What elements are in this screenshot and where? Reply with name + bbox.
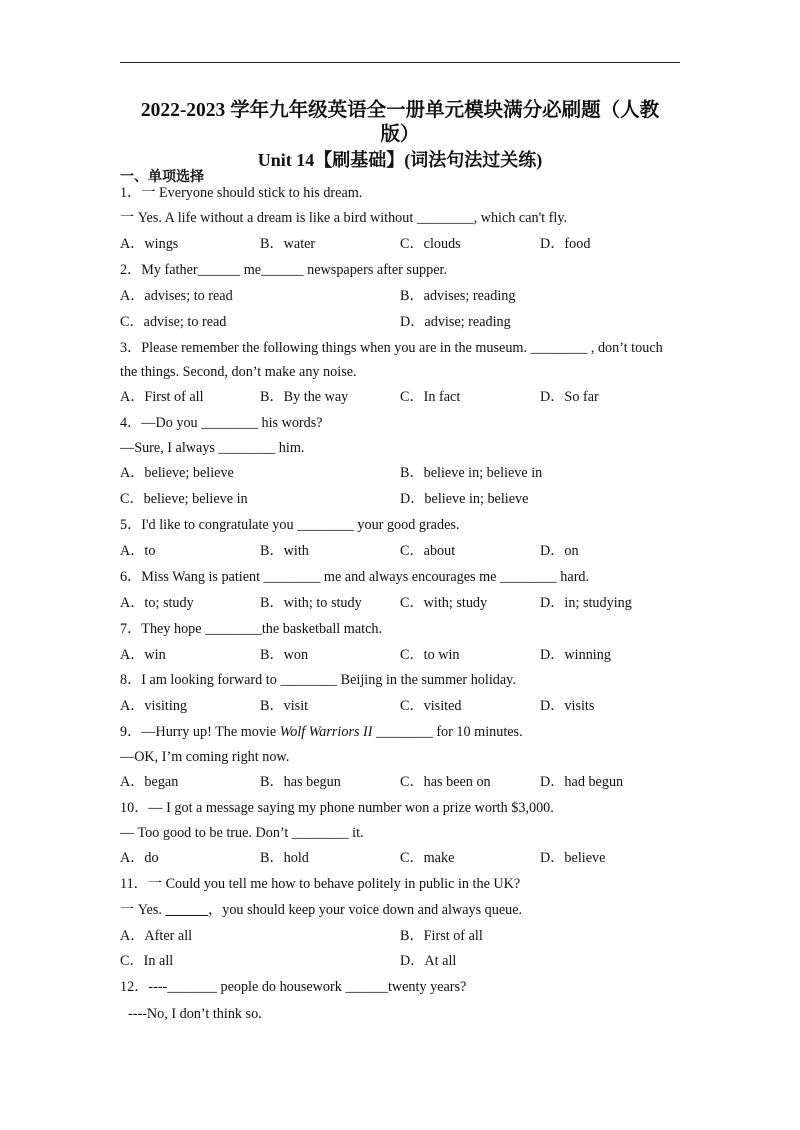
q6-option-a[interactable]: A．to; study <box>120 595 194 611</box>
q7-option-b[interactable]: B．won <box>260 647 309 663</box>
question-12-stem: 12．----_______ people do housework ______twenty years? <box>120 979 467 995</box>
q11-option-d[interactable]: D．At all <box>400 953 457 969</box>
q6-option-b[interactable]: B．with; to study <box>260 595 362 611</box>
q9-option-b[interactable]: B．has begun <box>260 774 341 790</box>
q8-option-a[interactable]: A．visiting <box>120 698 188 714</box>
q2-option-c[interactable]: C．advise; to read <box>120 314 227 330</box>
q1-option-a[interactable]: A．wings <box>120 236 179 252</box>
question-10-stem: 10．— I got a message saying my phone number won a prize worth $3,000. <box>120 800 554 816</box>
q7-option-c[interactable]: C．to win <box>400 647 460 663</box>
q4-option-d[interactable]: D．believe in; believe <box>400 491 529 507</box>
question-12-stem-2: ----No, I don’t think so. <box>128 1006 262 1022</box>
section-heading: 一、单项选择 <box>120 169 204 185</box>
q4-option-c[interactable]: C．believe; believe in <box>120 491 248 507</box>
q11-stem-part2: ，you should keep your voice down and always queue. <box>208 902 523 918</box>
q6-option-d[interactable]: D．in; studying <box>540 595 632 611</box>
question-11-stem: 11．一 Could you tell me how to behave politely in public in the UK? <box>120 876 521 892</box>
q1-option-c[interactable]: C．clouds <box>400 236 461 252</box>
q9-option-a[interactable]: A．began <box>120 774 179 790</box>
q2-option-d[interactable]: D．advise; reading <box>400 314 511 330</box>
q2-option-a[interactable]: A．advises; to read <box>120 288 233 304</box>
question-10-stem-2: — Too good to be true. Don’t ________ it. <box>120 825 364 841</box>
q5-option-a[interactable]: A．to <box>120 543 156 559</box>
q10-option-c[interactable]: C．make <box>400 850 455 866</box>
question-1-stem: 1．一 Everyone should stick to his dream. <box>120 185 363 201</box>
q2-option-b[interactable]: B．advises; reading <box>400 288 516 304</box>
question-4-stem-2: —Sure, I always ________ him. <box>120 440 305 456</box>
q8-option-c[interactable]: C．visited <box>400 698 462 714</box>
q5-option-b[interactable]: B．with <box>260 543 309 559</box>
q11-option-b[interactable]: B．First of all <box>400 928 483 944</box>
question-1-stem-2: 一 Yes. A life without a dream is like a bird without ________, which can't fly. <box>120 210 568 226</box>
q7-option-d[interactable]: D．winning <box>540 647 611 663</box>
page-title-line2: 版） <box>380 124 420 145</box>
q9-movie-title: Wolf Warriors II <box>279 724 373 740</box>
q9-option-c[interactable]: C．has been on <box>400 774 491 790</box>
q7-option-a[interactable]: A．win <box>120 647 166 663</box>
top-rule <box>120 62 680 63</box>
q4-option-a[interactable]: A．believe; believe <box>120 465 234 481</box>
question-11-stem-2 <box>120 901 522 919</box>
q9-stem-part2: ________ for 10 minutes. <box>376 724 523 740</box>
question-6-stem: 6．Miss Wang is patient ________ me and always encourages me ________ hard. <box>120 569 590 585</box>
question-3-stem: 3．Please remember the following things when you are in the museum. ________ , don’t touch the things. Second, don’t make any noise. <box>120 340 663 380</box>
q6-option-c[interactable]: C．with; study <box>400 595 488 611</box>
q5-option-d[interactable]: D．on <box>540 543 579 559</box>
question-2-stem: 2．My father______ me______ newspapers after supper. <box>120 262 448 278</box>
question-9-stem <box>120 723 523 741</box>
q11-option-a[interactable]: A．After all <box>120 928 193 944</box>
question-9-stem-2: —OK, I’m coming right now. <box>120 749 290 765</box>
page-title-line1: 2022-2023 学年九年级英语全一册单元模块满分必刷题（人教 <box>140 100 660 121</box>
q10-option-a[interactable]: A．do <box>120 850 159 866</box>
question-7-stem: 7．They hope ________the basketball match. <box>120 621 383 637</box>
q9-option-d[interactable]: D．had begun <box>540 774 624 790</box>
q10-option-d[interactable]: D．believe <box>540 850 606 866</box>
q1-option-b[interactable]: B．water <box>260 236 316 252</box>
q3-option-b[interactable]: B．By the way <box>260 389 349 405</box>
q11-stem-part1: 一 Yes. <box>120 902 162 918</box>
question-4-stem: 4．—Do you ________ his words? <box>120 415 323 431</box>
question-8-stem: 8．I am looking forward to ________ Beijing in the summer holiday. <box>120 672 516 688</box>
page-subtitle: Unit 14【刷基础】(词法句法过关练) <box>257 150 543 170</box>
q1-option-d[interactable]: D．food <box>540 236 591 252</box>
q3-option-c[interactable]: C．In fact <box>400 389 461 405</box>
q5-option-c[interactable]: C．about <box>400 543 456 559</box>
q10-option-b[interactable]: B．hold <box>260 850 309 866</box>
q4-option-b[interactable]: B．believe in; believe in <box>400 465 543 481</box>
q8-option-b[interactable]: B．visit <box>260 698 309 714</box>
question-5-stem: 5．I'd like to congratulate you ________ your good grades. <box>120 517 460 533</box>
q8-option-d[interactable]: D．visits <box>540 698 595 714</box>
q3-option-a[interactable]: A．First of all <box>120 389 204 405</box>
q9-stem-part1: 9．—Hurry up! The movie <box>120 724 277 740</box>
q11-blank: ______ <box>165 902 209 918</box>
q3-option-d[interactable]: D．So far <box>540 389 599 405</box>
q11-option-c[interactable]: C．In all <box>120 953 174 969</box>
